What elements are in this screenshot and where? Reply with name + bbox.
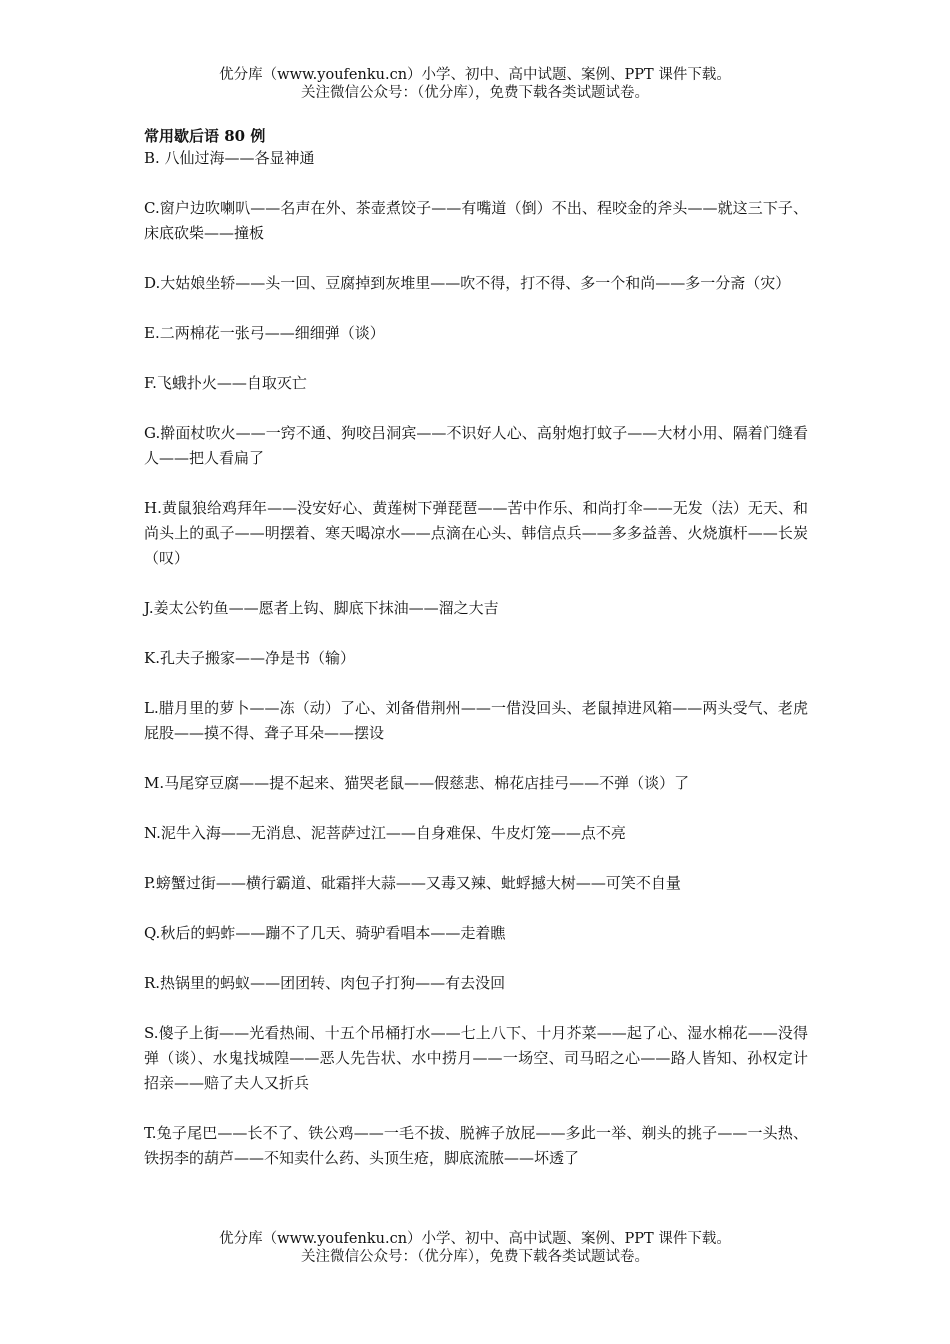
- entry-k: K.孔夫子搬家——净是书（输）: [144, 649, 355, 667]
- entry-j: J.姜太公钓鱼——愿者上钩、脚底下抹油——溜之大吉: [144, 599, 499, 617]
- entry-g: G.擀面杖吹火——一窍不通、狗咬吕洞宾——不识好人心、高射炮打蚊子——大材小用、隔着门缝看人——把人看扁了: [144, 424, 808, 467]
- footer-line-1: 优分库（www.youfenku.cn）小学、初中、高中试题、案例、PPT 课件下载。: [219, 1231, 731, 1247]
- page-header: [0, 66, 950, 102]
- entry-n: N.泥牛入海——无消息、泥菩萨过江——自身难保、牛皮灯笼——点不亮: [144, 824, 626, 842]
- page-footer: [0, 1230, 950, 1266]
- entry-l: L.腊月里的萝卜——冻（动）了心、刘备借荆州——一借没回头、老鼠掉进风箱——两头受气、老虎屁股——摸不得、聋子耳朵——摆设: [144, 699, 808, 742]
- document-title: 常用歇后语 80 例: [144, 127, 266, 145]
- entry-m: M.马尾穿豆腐——提不起来、猫哭老鼠——假慈悲、棉花店挂弓——不弹（谈）了: [144, 774, 690, 792]
- entry-d: D.大姑娘坐轿——头一回、豆腐掉到灰堆里——吹不得，打不得、多一个和尚——多一分斋（灾）: [144, 274, 791, 292]
- entry-f: F.飞蛾扑火——自取灭亡: [144, 374, 307, 392]
- entry-t: T.兔子尾巴——长不了、铁公鸡——一毛不拔、脱裤子放屁——多此一举、剃头的挑子——一头热、铁拐李的葫芦——不知卖什么药、头顶生疮，脚底流脓——坏透了: [144, 1124, 808, 1167]
- document-body: [144, 126, 808, 1196]
- footer-line-2: 关注微信公众号：（优分库），免费下载各类试题试卷。: [301, 1249, 649, 1265]
- entry-s: S.傻子上街——光看热闹、十五个吊桶打水——七上八下、十月芥菜——起了心、湿水棉花——没得弹（谈）、水鬼找城隍——恶人先告状、水中捞月——一场空、司马昭之心——路人皆知、孙权定计招亲——赔了夫人又折兵: [144, 1024, 808, 1092]
- entry-p: P.螃蟹过街——横行霸道、砒霜拌大蒜——又毒又辣、蚍蜉撼大树——可笑不自量: [144, 874, 681, 892]
- entry-r: R.热锅里的蚂蚁——团团转、肉包子打狗——有去没回: [144, 974, 506, 992]
- entry-q: Q.秋后的蚂蚱——蹦不了几天、骑驴看唱本——走着瞧: [144, 924, 506, 942]
- entry-b: B. 八仙过海——各显神通: [144, 149, 315, 167]
- header-line-2: 关注微信公众号：（优分库），免费下载各类试题试卷。: [301, 85, 649, 101]
- entry-c: C.窗户边吹喇叭——名声在外、茶壶煮饺子——有嘴道（倒）不出、程咬金的斧头——就这三下子、床底砍柴——撞板: [144, 199, 808, 242]
- header-line-1: 优分库（www.youfenku.cn）小学、初中、高中试题、案例、PPT 课件下载。: [219, 67, 731, 83]
- entry-e: E.二两棉花一张弓——细细弹（谈）: [144, 324, 385, 342]
- entry-h: H.黄鼠狼给鸡拜年——没安好心、黄莲树下弹琵琶——苦中作乐、和尚打伞——无发（法）无天、和尚头上的虱子——明摆着、寒天喝凉水——点滴在心头、韩信点兵——多多益善、火烧旗杆——长炭（叹）: [144, 499, 808, 567]
